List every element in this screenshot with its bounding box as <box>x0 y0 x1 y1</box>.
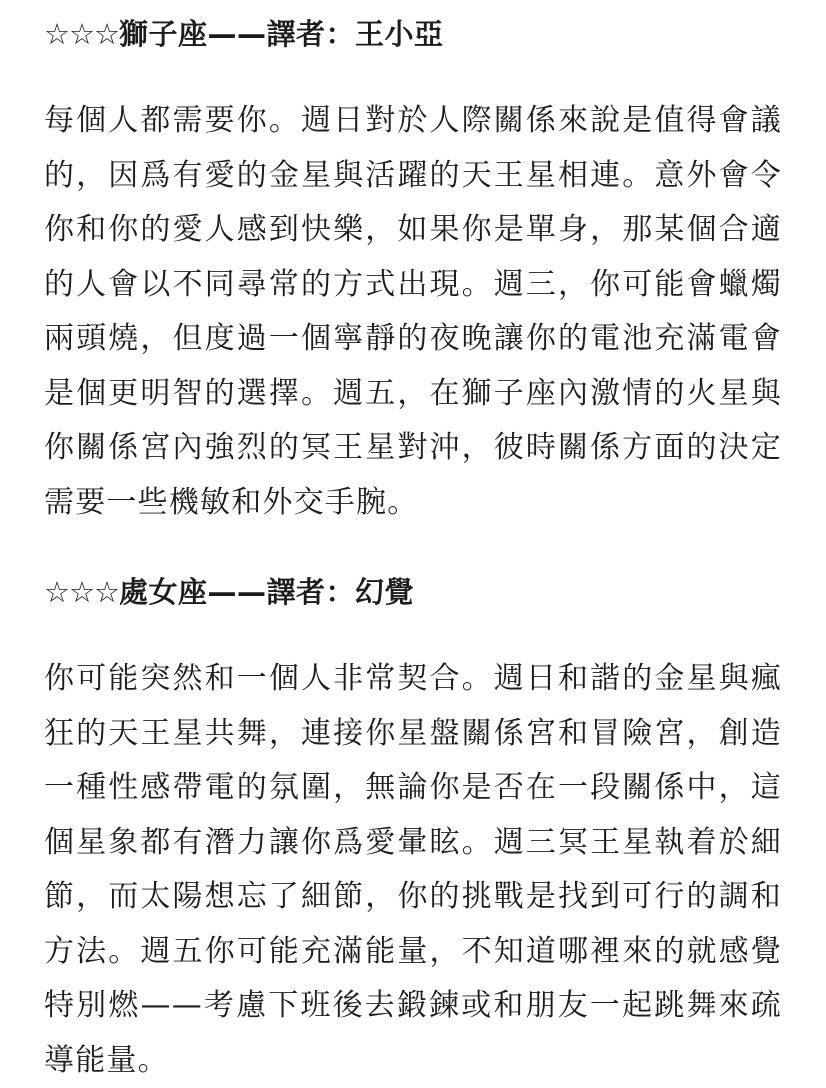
virgo-section-body: 你可能突然和一個人非常契合。週日和諧的金星與瘋狂的天王星共舞，連接你星盤關係宮和冒險宮，創造一種性感帶電的氛圍，無論你是否在一段關係中，這個星象都有潛力讓你爲愛暈眩。週三冥王星執着於細節，而太陽想忘了細節，你的挑戰是找到可行的調和方法。週五你可能充滿能量，不知道哪裡來的就感覺特別燃——考慮下班後去鍛鍊或和朋友一起跳舞來疏導能量。 <box>44 661 782 1078</box>
virgo-title-text: 處女座——譯者：幻覺 <box>119 575 415 609</box>
leo-section-body: 每個人都需要你。週日對於人際關係來說是值得會議的，因爲有愛的金星與活躍的天王星相連。意外會令你和你的愛人感到快樂，如果你是單身，那某個合適的人會以不同尋常的方式出現。週三，你可能會蠟燭兩頭燒，但度過一個寧靜的夜晚讓你的電池充滿電會是個更明智的選擇。週五，在獅子座內激情的火星與你關係宮內強烈的冥王星對沖，彼時關係方面的決定需要一些機敏和外交手腕。 <box>44 103 782 520</box>
virgo-section-title <box>44 572 782 612</box>
leo-section-title <box>44 0 782 54</box>
rating-stars: ☆☆☆ <box>44 575 119 609</box>
rating-stars: ☆☆☆ <box>44 17 119 51</box>
leo-title-text: 獅子座——譯者：王小亞 <box>119 17 444 51</box>
